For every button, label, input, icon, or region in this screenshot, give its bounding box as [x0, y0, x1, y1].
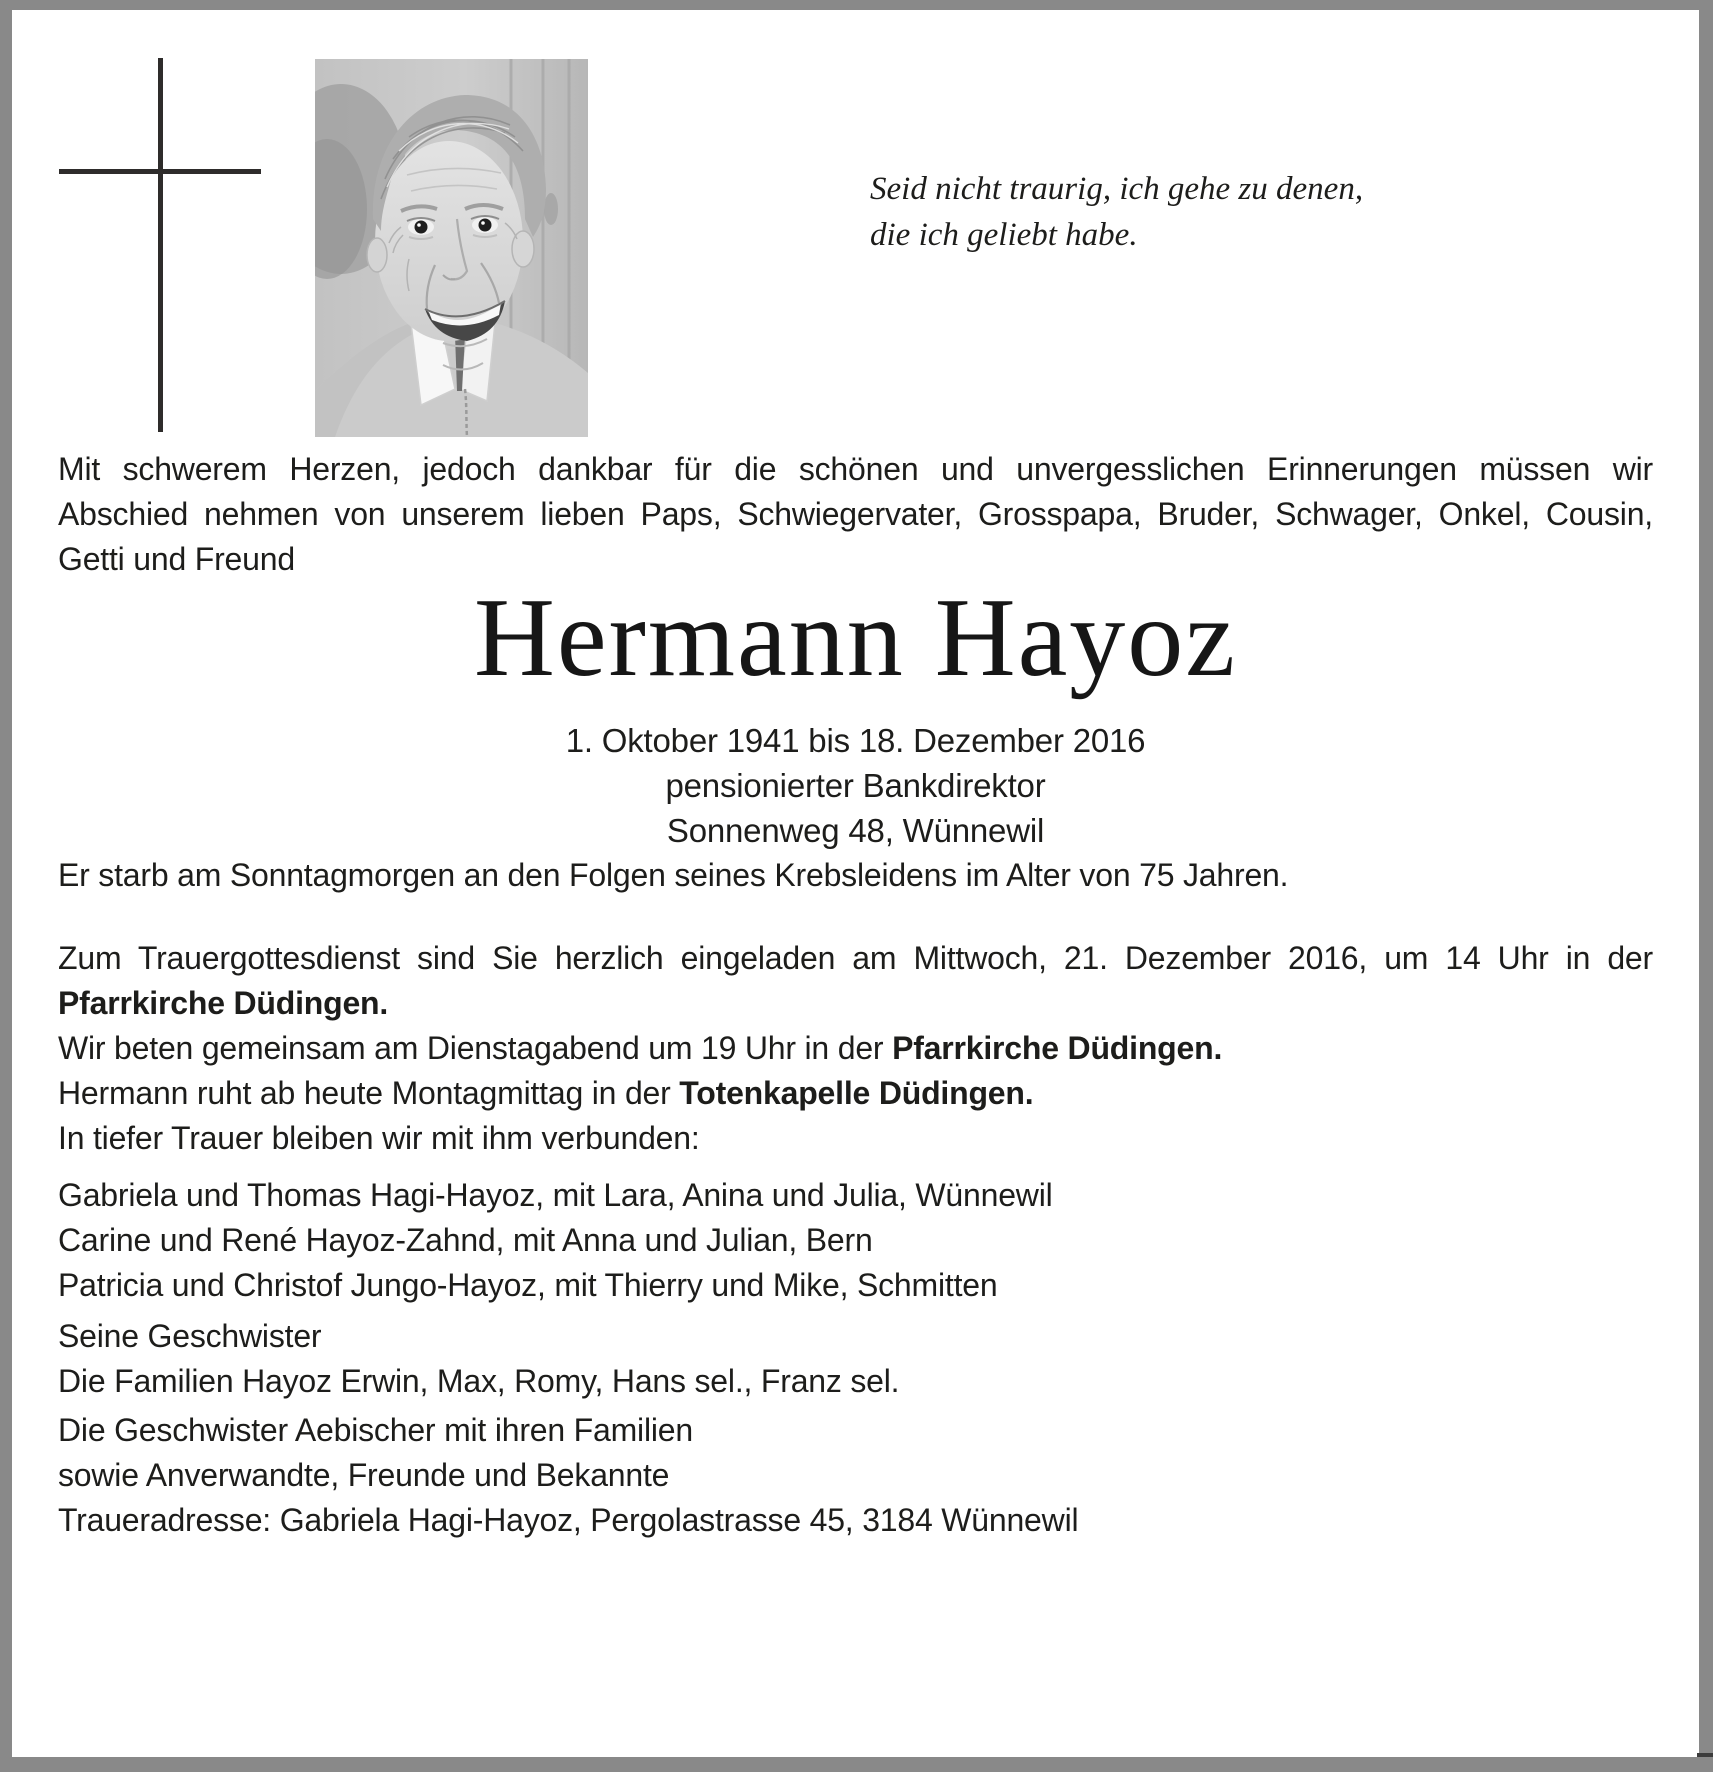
- extended-line: Die Geschwister Aebischer mit ihren Familien: [58, 1412, 693, 1448]
- deceased-name: Hermann Hayoz: [473, 576, 1238, 700]
- resting-paragraph: [58, 1071, 1653, 1116]
- siblings-list: [58, 1314, 1653, 1404]
- funeral-service-paragraph: [58, 936, 1653, 1026]
- death-announcement: Er starb am Sonntagmorgen an den Folgen seines Krebsleidens im Alter von 75 Jahren.: [58, 857, 1289, 893]
- scan-artifact: [1697, 1753, 1713, 1757]
- home-address: Sonnenweg 48, Wünnewil: [666, 812, 1045, 849]
- extended-family-list: [58, 1408, 1653, 1498]
- funeral-service-location: Pfarrkirche Düdingen.: [58, 985, 389, 1021]
- intro-paragraph: [58, 447, 1653, 582]
- siblings-line: Seine Geschwister: [58, 1318, 322, 1354]
- deceased-vitals: [58, 718, 1653, 853]
- resting-text: Hermann ruht ab heute Montagmittag in der: [58, 1075, 680, 1111]
- obituary-text: [12, 10, 1699, 1543]
- funeral-service-text: Zum Trauergottesdienst sind Sie herzlich eingeladen am Mittwoch, 21. Dezember 2016, um 14 Uhr in der: [58, 940, 1653, 976]
- family-line: Patricia und Christof Jungo-Hayoz, mit Thierry und Mike, Schmitten: [58, 1267, 998, 1303]
- prayer-service-paragraph: [58, 1026, 1653, 1071]
- family-line: Gabriela und Thomas Hagi-Hayoz, mit Lara, Anina und Julia, Wünnewil: [58, 1177, 1053, 1213]
- quote-line-2: die ich geliebt habe.: [870, 217, 1138, 253]
- extended-line: sowie Anverwandte, Freunde und Bekannte: [58, 1457, 670, 1493]
- mourning-address: Traueradresse: Gabriela Hagi-Hayoz, Pergolastrasse 45, 3184 Wünnewil: [58, 1502, 1079, 1538]
- intro-line-2: Abschied nehmen von unserem lieben Paps, Schwiegervater, Grosspapa, Bruder, Schwager, Onkel, Cousin,: [58, 496, 1653, 532]
- prayer-service-location: Pfarrkirche Düdingen.: [892, 1030, 1223, 1066]
- profession: pensionierter Bankdirektor: [665, 767, 1046, 804]
- intro-line-1: Mit schwerem Herzen, jedoch dankbar für die schönen und unvergesslichen Erinnerungen müssen wir: [58, 451, 1653, 487]
- intro-line-3: Getti und Freund: [58, 541, 295, 577]
- quote-line-1: Seid nicht traurig, ich gehe zu denen,: [870, 171, 1364, 207]
- resting-location: Totenkapelle Düdingen.: [679, 1075, 1034, 1111]
- prayer-service-text: Wir beten gemeinsam am Dienstagabend um 19 Uhr in der: [58, 1030, 893, 1066]
- mourning-intro: In tiefer Trauer bleiben wir mit ihm verbunden:: [58, 1120, 700, 1156]
- family-line: Carine und René Hayoz-Zahnd, mit Anna und Julian, Bern: [58, 1222, 873, 1258]
- family-list: [58, 1173, 1653, 1308]
- siblings-line: Die Familien Hayoz Erwin, Max, Romy, Hans sel., Franz sel.: [58, 1363, 900, 1399]
- life-dates: 1. Oktober 1941 bis 18. Dezember 2016: [565, 722, 1146, 759]
